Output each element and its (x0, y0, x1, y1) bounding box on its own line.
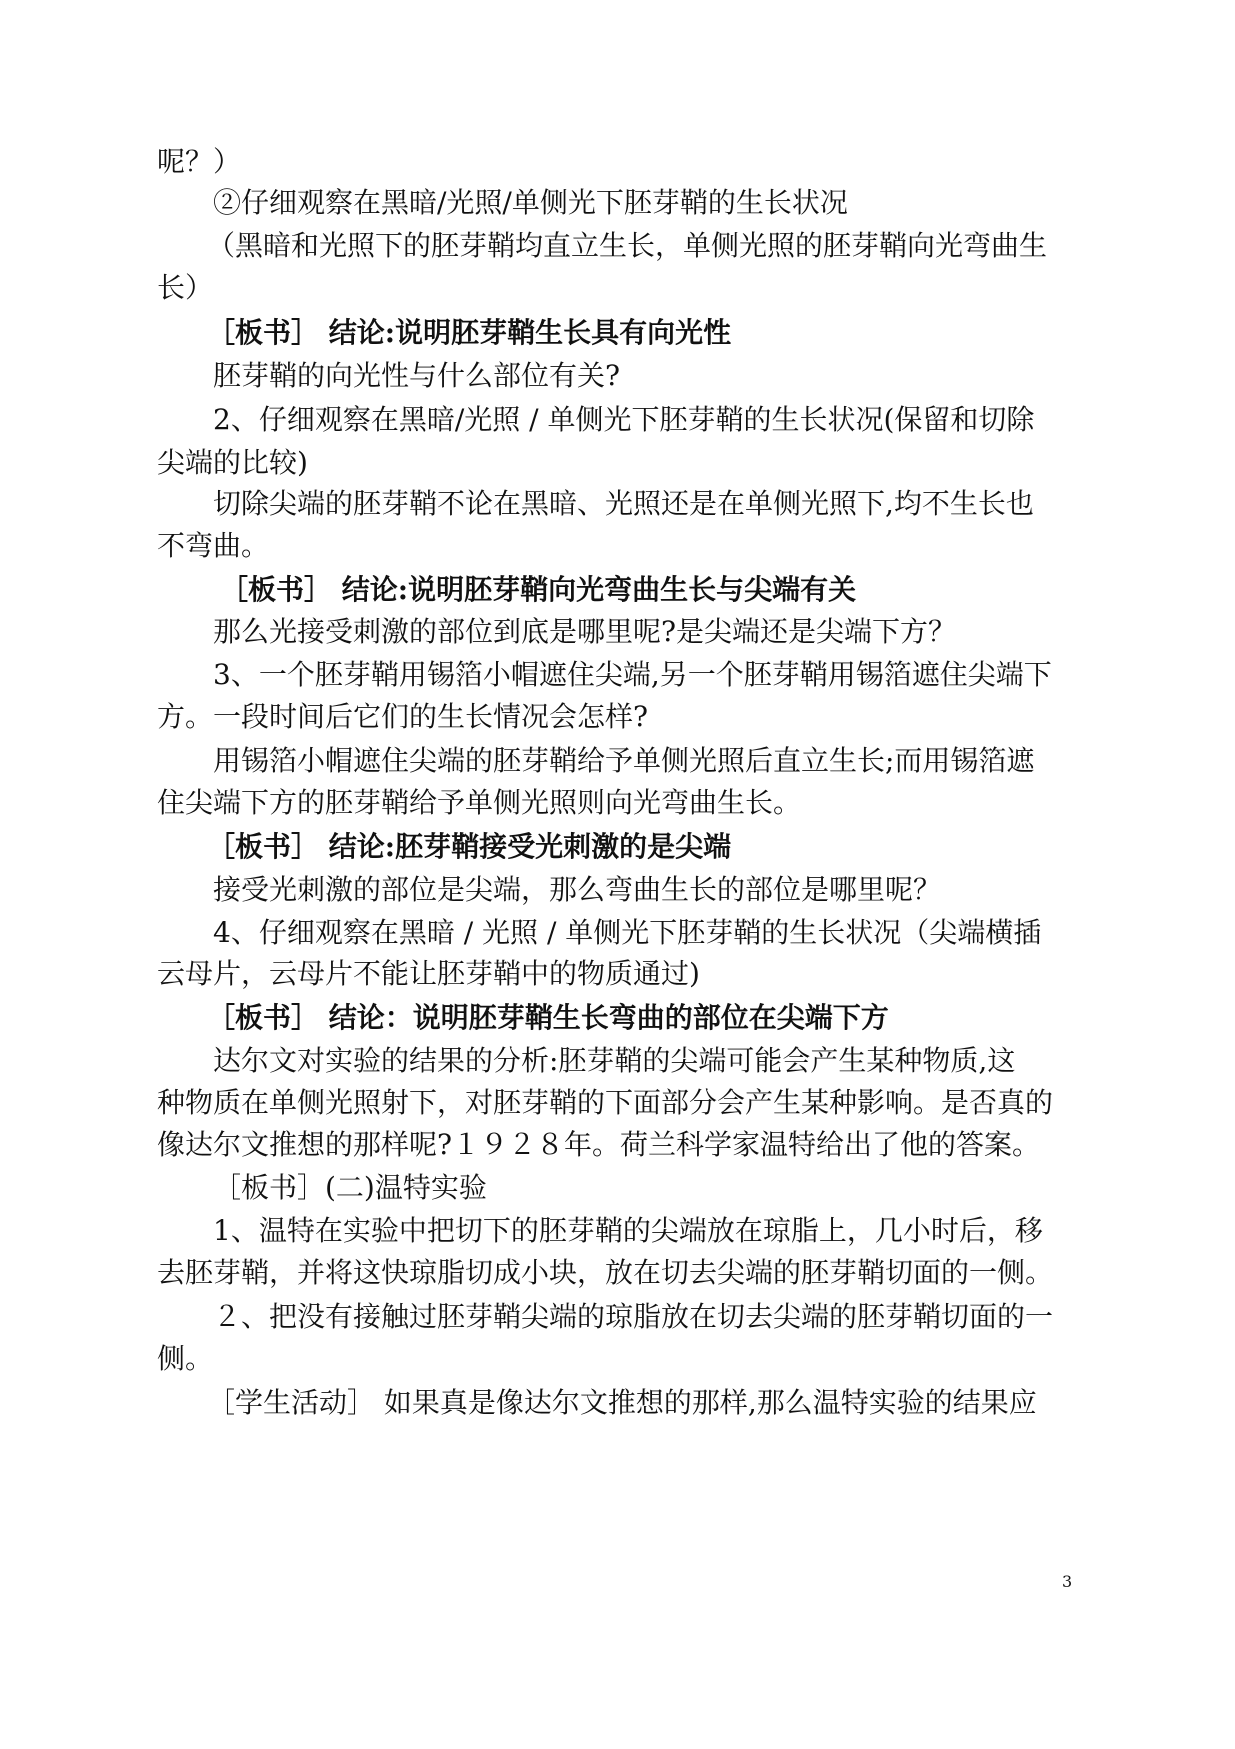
text-line: 那么光接受刺激的部位到底是哪里呢?是尖端还是尖端下方？ (213, 615, 957, 648)
text-line: 长） (157, 271, 214, 304)
blackboard-conclusion: ［板书］ 结论:说明胚芽鞘向光弯曲生长与尖端有关 (220, 573, 857, 606)
text-line: 侧。 (157, 1342, 214, 1375)
page-number: 3 (1062, 1572, 1073, 1591)
text-line: 方。一段时间后它们的生长情况会怎样? (157, 700, 649, 733)
text-line: 尖端的比较) (157, 446, 308, 479)
blackboard-conclusion: ［板书］ 结论:胚芽鞘接受光刺激的是尖端 (207, 830, 732, 863)
text-line: （黑暗和光照下的胚芽鞘均直立生长，单侧光照的胚芽鞘向光弯曲生 (207, 229, 1048, 262)
text-line: 用锡箔小帽遮住尖端的胚芽鞘给予单侧光照后直立生长;而用锡箔遮 (213, 744, 1035, 777)
text-line: ②仔细观察在黑暗/光照/单侧光下胚芽鞘的生长状况 (213, 186, 848, 219)
text-line: 达尔文对实验的结果的分析:胚芽鞘的尖端可能会产生某种物质,这 (213, 1044, 1016, 1077)
text-line: 2、仔细观察在黑暗/光照 / 单侧光下胚芽鞘的生长状况(保留和切除 (213, 403, 1035, 436)
text-line: 像达尔文推想的那样呢?１９２８年。荷兰科学家温特给出了他的答案。 (157, 1128, 1041, 1161)
text-line: 胚芽鞘的向光性与什么部位有关? (213, 359, 621, 392)
text-line: 不弯曲。 (157, 529, 270, 562)
text-line: ２、把没有接触过胚芽鞘尖端的琼脂放在切去尖端的胚芽鞘切面的一 (213, 1300, 1054, 1333)
text-line: 1、温特在实验中把切下的胚芽鞘的尖端放在琼脂上，几小时后，移 (213, 1214, 1043, 1247)
text-line: 云母片，云母片不能让胚芽鞘中的物质通过) (157, 957, 700, 990)
text-line: 呢？） (157, 145, 242, 178)
student-activity: ［学生活动］ 如果真是像达尔文推想的那样,那么温特实验的结果应 (207, 1386, 1037, 1419)
text-line: 3、一个胚芽鞘用锡箔小帽遮住尖端,另一个胚芽鞘用锡箔遮住尖端下 (213, 658, 1052, 691)
text-line: 接受光刺激的部位是尖端，那么弯曲生长的部位是哪里呢？ (213, 873, 942, 906)
text-line: 去胚芽鞘，并将这快琼脂切成小块，放在切去尖端的胚芽鞘切面的一侧。 (157, 1256, 1054, 1289)
text-line: 4、仔细观察在黑暗 / 光照 / 单侧光下胚芽鞘的生长状况（尖端横插 (213, 916, 1042, 949)
text-line: 住尖端下方的胚芽鞘给予单侧光照则向光弯曲生长。 (157, 786, 802, 819)
text-line: 切除尖端的胚芽鞘不论在黑暗、光照还是在单侧光照下,均不生长也 (213, 487, 1034, 520)
blackboard-conclusion: ［板书］ 结论:说明胚芽鞘生长具有向光性 (207, 316, 732, 349)
blackboard-heading: ［板书］(二)温特实验 (213, 1171, 487, 1204)
blackboard-conclusion: ［板书］ 结论：说明胚芽鞘生长弯曲的部位在尖端下方 (207, 1001, 889, 1034)
text-line: 种物质在单侧光照射下，对胚芽鞘的下面部分会产生某种影响。是否真的 (157, 1086, 1054, 1119)
